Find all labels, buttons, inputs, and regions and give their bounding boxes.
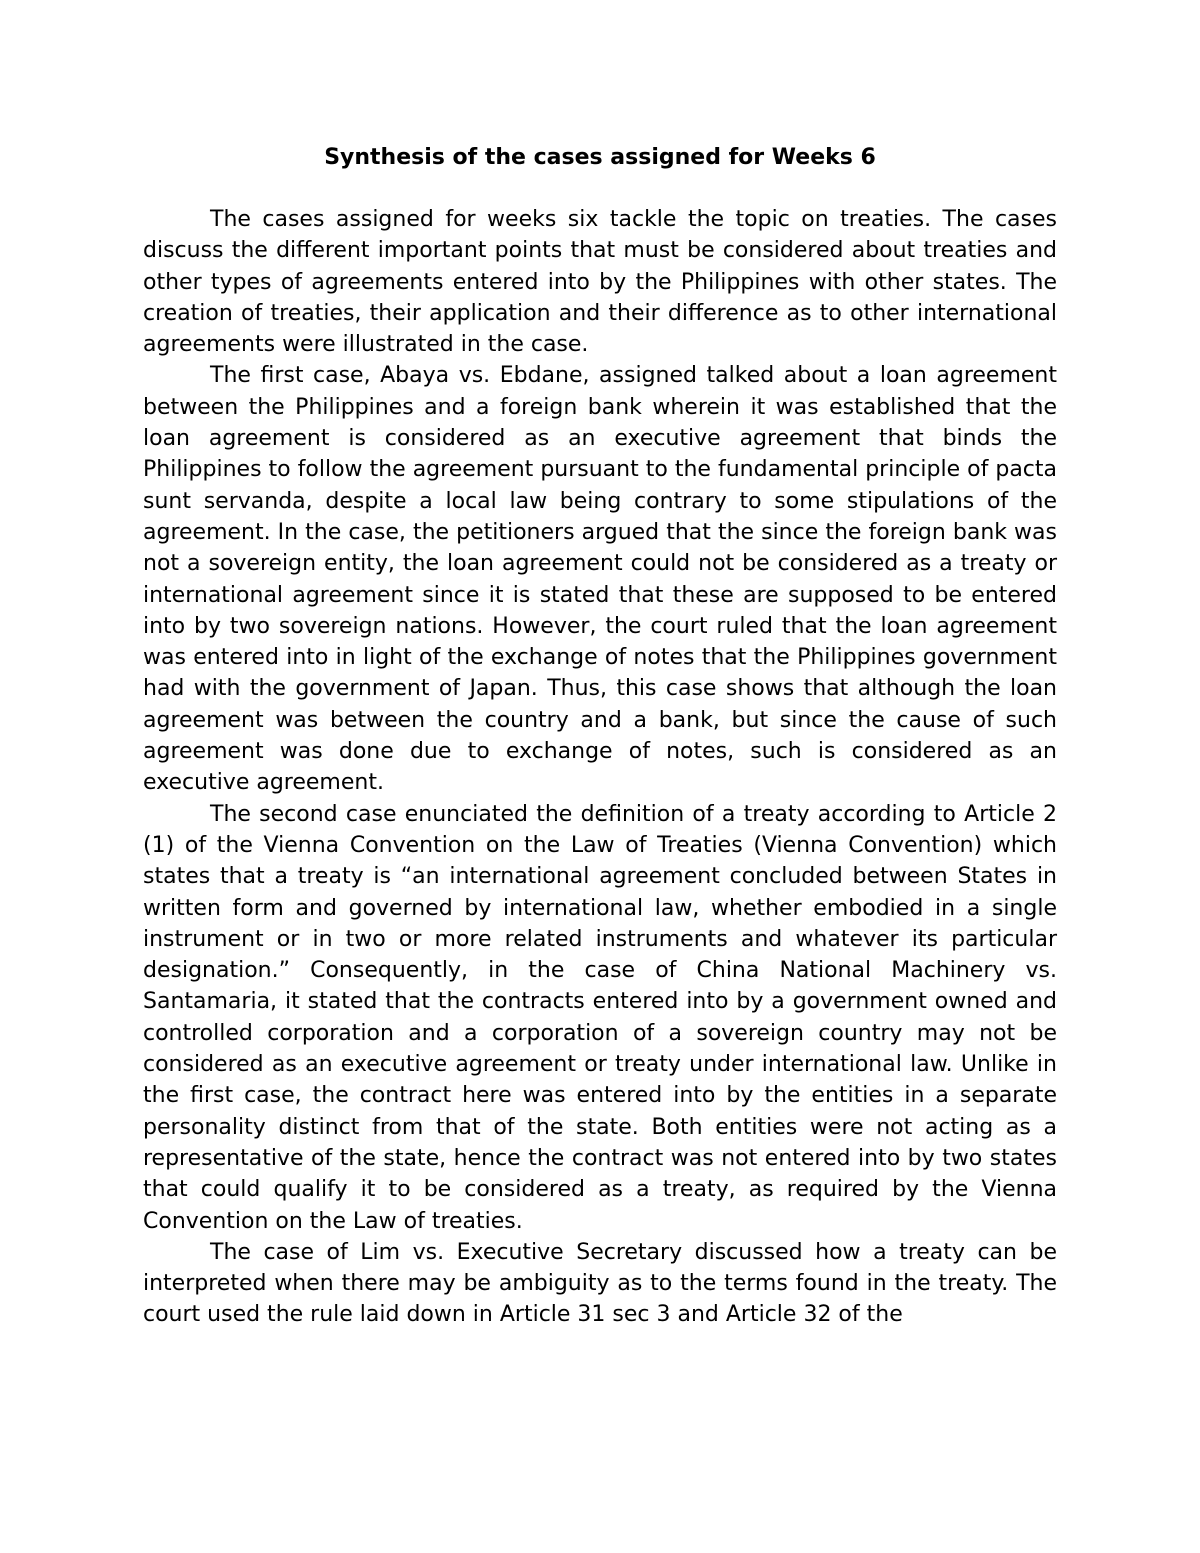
- paragraph-first-case: The first case, Abaya vs. Ebdane, assigned talked about a loan agreement between the Philippines and a foreign bank wherein it was established that the loan agreement is considered as an executive agreement that binds the Philippines to follow the agreement pursuant to the fundamental principle of pacta sunt servanda, despite a local law being contrary to some stipulations of the agreement. In the case, the petitioners argued that the since the foreign bank was not a sovereign entity, the loan agreement could not be considered as a treaty or international agreement since it is stated that these are supposed to be entered into by two sovereign nations. However, the court ruled that the loan agreement was entered into in light of the exchange of notes that the Philippines government had with the government of Japan. Thus, this case shows that although the loan agreement was between the country and a bank, but since the cause of such agreement was done due to exchange of notes, such is considered as an executive agreement.: [143, 363, 1057, 796]
- paragraph-intro: The cases assigned for weeks six tackle the topic on treaties. The cases discuss the different important points that must be considered about treaties and other types of agreements entered into by the Philippines with other states. The creation of treaties, their application and their difference as to other international agreements were illustrated in the case.: [143, 207, 1057, 358]
- document-body: [143, 204, 1057, 1331]
- paragraph-third-case: The case of Lim vs. Executive Secretary discussed how a treaty can be interpreted when there may be ambiguity as to the terms found in the treaty. The court used the rule laid down in Article 31 sec 3 and Article 32 of the: [143, 1239, 1057, 1328]
- paragraph-second-case: The second case enunciated the definition of a treaty according to Article 2 (1) of the Vienna Convention on the Law of Treaties (Vienna Convention) which states that a treaty is “an international agreement concluded between States in written form and governed by international law, whether embodied in a single instrument or in two or more related instruments and whatever its particular designation.” Consequently, in the case of China National Machinery vs. Santamaria, it stated that the contracts entered into by a government owned and controlled corporation and a corporation of a sovereign country may not be considered as an executive agreement or treaty under international law. Unlike in the first case, the contract here was entered into by the entities in a separate personality distinct from that of the state. Both entities were not acting as a representative of the state, hence the contract was not entered into by two states that could qualify it to be considered as a treaty, as required by the Vienna Convention on the Law of treaties.: [143, 801, 1057, 1234]
- document-title: Synthesis of the cases assigned for Weeks 6: [324, 145, 876, 170]
